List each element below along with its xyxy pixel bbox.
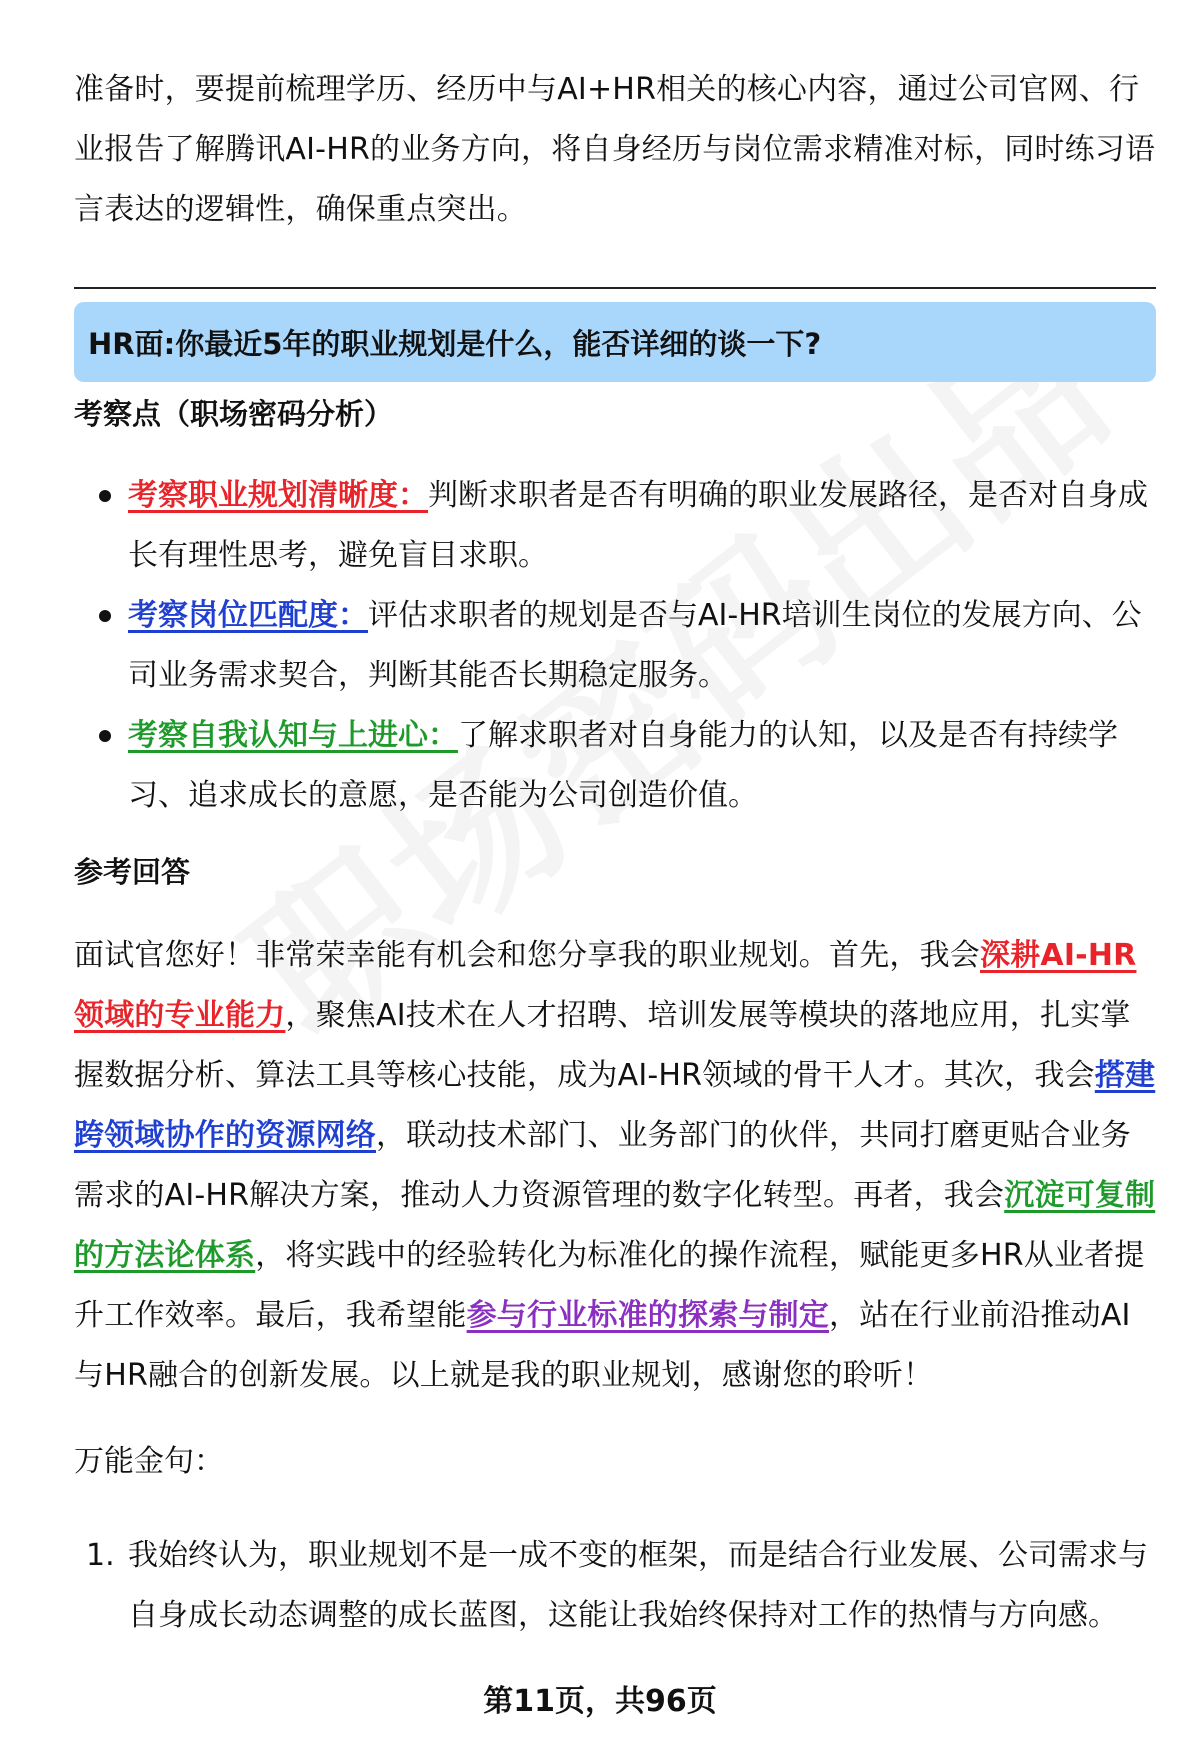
answer-text: ，聚焦AI技术在人才招聘、培训发展等模块的落地应用，扎实掌握数据分析、算法工具等核心技能，成为AI-HR领域的骨干人才。其次，我会 [74,998,1131,1093]
golden-item [74,1526,1156,1646]
assessment-item [74,586,1156,706]
assessment-label: 考察自我认知与上进心： [128,718,458,753]
question-box [74,302,1156,382]
answer-keyword: 搭建跨领域协作的资源网络 [74,1058,1156,1153]
answer-text: ，站在行业前沿推动AI与HR融合的创新发展。以上就是我的职业规划，感谢您的聆听！ [74,1298,1131,1393]
answer-text: ，将实践中的经验转化为标准化的操作流程，赋能更多HR从业者提升工作效率。最后，我希望能 [74,1238,1145,1333]
answer-heading: 参考回答 [74,855,191,889]
assessment-item [74,706,1156,826]
answer-keyword: 深耕AI-HR领域的专业能力 [74,938,1137,1033]
section-divider [74,287,1156,289]
assessment-text: 了解求职者对自身能力的认知，以及是否有持续学习、追求成长的意愿，是否能为公司创造价值。 [128,718,1118,813]
assessment-text: 评估求职者的规划是否与AI-HR培训生岗位的发展方向、公司业务需求契合，判断其能否长期稳定服务。 [128,598,1142,693]
assessment-item [74,466,1156,586]
assessment-heading: 考察点（职场密码分析） [74,397,394,431]
golden-heading: 万能金句： [74,1444,224,1479]
golden-list [74,1526,1156,1646]
assessment-list [74,466,1156,826]
golden-item-text: 我始终认为，职业规划不是一成不变的框架，而是结合行业发展、公司需求与自身成长动态调整的成长蓝图，这能让我始终保持对工作的热情与方向感。 [128,1538,1148,1633]
assessment-label: 考察岗位匹配度： [128,598,368,633]
assessment-text: 判断求职者是否有明确的职业发展路径，是否对自身成长有理性思考，避免盲目求职。 [128,478,1148,573]
assessment-label: 考察职业规划清晰度： [128,478,428,513]
page-footer: 第11页，共96页 [483,1684,717,1719]
answer-paragraph [74,926,1156,1406]
golden-item-number: 1. [86,1538,115,1573]
answer-keyword: 沉淀可复制的方法论体系 [74,1178,1156,1273]
bullet-icon [99,730,111,742]
answer-text: 面试官您好！非常荣幸能有机会和您分享我的职业规划。首先，我会 [74,938,980,973]
answer-text: ，联动技术部门、业务部门的伙伴，共同打磨更贴合业务需求的AI-HR解决方案，推动人力资源管理的数字化转型。再者，我会 [74,1118,1131,1213]
bullet-icon [99,610,111,622]
answer-keyword: 参与行业标准的探索与制定 [466,1298,830,1333]
intro-paragraph: 准备时，要提前梳理学历、经历中与AI+HR相关的核心内容，通过公司官网、行业报告了解腾讯AI-HR的业务方向，将自身经历与岗位需求精准对标，同时练习语言表达的逻辑性，确保重点突出。 [74,72,1156,227]
bullet-icon [99,490,111,502]
question-title: HR面:你最近5年的职业规划是什么，能否详细的谈一下? [88,326,822,361]
